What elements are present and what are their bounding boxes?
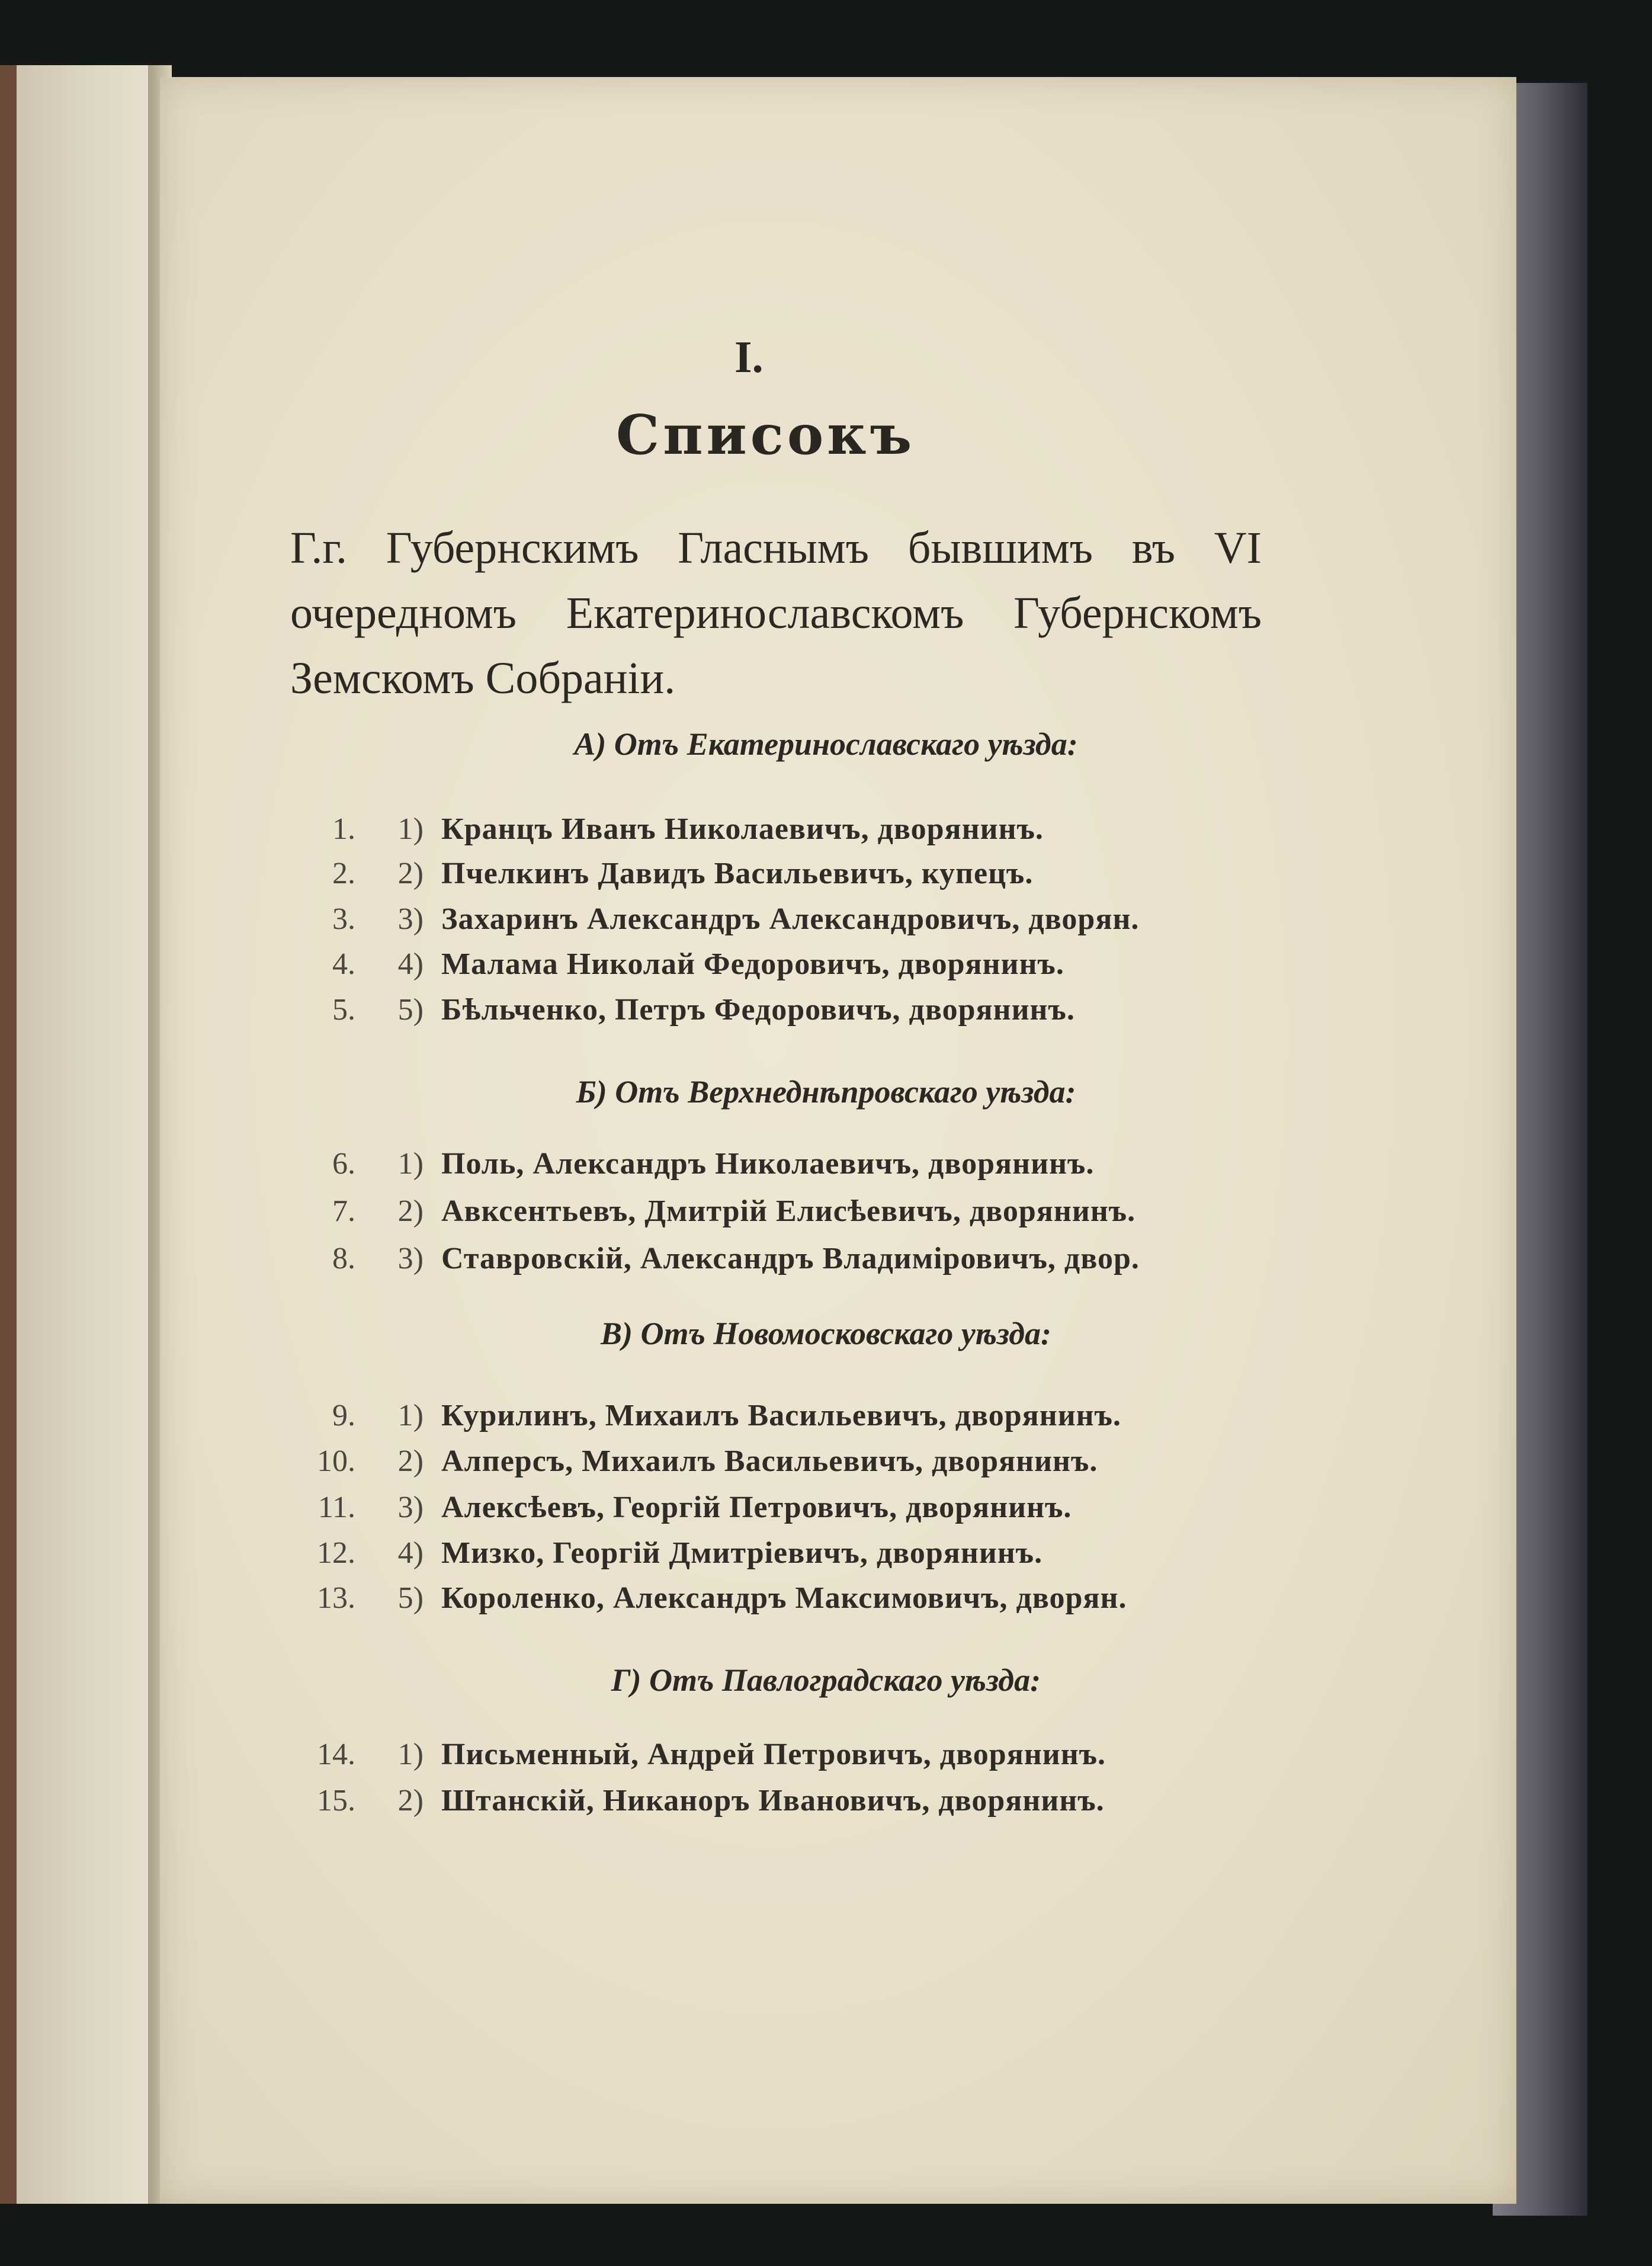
list-item: 13. 5) Короленко, Александръ Максимовичъ, дворян. [317, 1581, 1127, 1615]
list-item: 3. 3) Захаринъ Александръ Александровичъ, дворян. [332, 902, 1140, 936]
document-title: Списокъ [616, 403, 916, 467]
list-item: 2. 2) Пчелкинъ Давидъ Васильевичъ, купецъ. [332, 857, 1034, 890]
section-heading-g: Г) Отъ Павлоградскаго уѣзда: [611, 1662, 1041, 1698]
list-item: 7. 2) Авксентьевъ, Дмитрій Елисѣевичъ, дворянинъ. [332, 1194, 1136, 1228]
document-subtitle: Г.г. Губернскимъ Гласнымъ бывшимъ въ VI очередномъ Екатеринославскомъ Губернскомъ Земскомъ Собраніи. [290, 523, 1262, 703]
section-heading-b: Б) Отъ Верхнеднѣпровскаго уѣзда: [576, 1074, 1076, 1110]
list-item: 10. 2) Алперсъ, Михаилъ Васильевичъ, дворянинъ. [317, 1444, 1098, 1478]
book-cover-edge [0, 65, 17, 2204]
page-number: I. [734, 332, 764, 382]
list-item: 8. 3) Ставровскій, Александръ Владиміровичъ, двор. [332, 1242, 1140, 1275]
list-item: 15. 2) Штанскій, Никаноръ Ивановичъ, дворянинъ. [317, 1784, 1105, 1818]
list-item: 12. 4) Мизко, Георгій Дмитріевичъ, дворянинъ. [317, 1536, 1043, 1570]
facing-page [0, 65, 152, 2204]
list-item: 9. 1) Курилинъ, Михаилъ Васильевичъ, дворянинъ. [332, 1399, 1121, 1432]
list-item: 5. 5) Бѣльченко, Петръ Федоровичъ, дворянинъ. [332, 993, 1075, 1027]
section-heading-v: В) Отъ Новомосковскаго уѣзда: [600, 1316, 1052, 1351]
list-item: 14. 1) Письменный, Андрей Петровичъ, дворянинъ. [317, 1738, 1106, 1771]
section-heading-a: А) Отъ Екатеринославскаго уѣзда: [574, 726, 1078, 762]
document-page [160, 77, 1516, 2204]
list-item: 6. 1) Поль, Александръ Николаевичъ, дворянинъ. [332, 1147, 1095, 1181]
list-item: 1. 1) Кранцъ Иванъ Николаевичъ, дворянинъ. [332, 812, 1044, 846]
list-item: 11. 3) Алексѣевъ, Георгій Петровичъ, дворянинъ. [317, 1491, 1072, 1524]
list-item: 4. 4) Малама Николай Федоровичъ, дворянинъ. [332, 947, 1064, 981]
